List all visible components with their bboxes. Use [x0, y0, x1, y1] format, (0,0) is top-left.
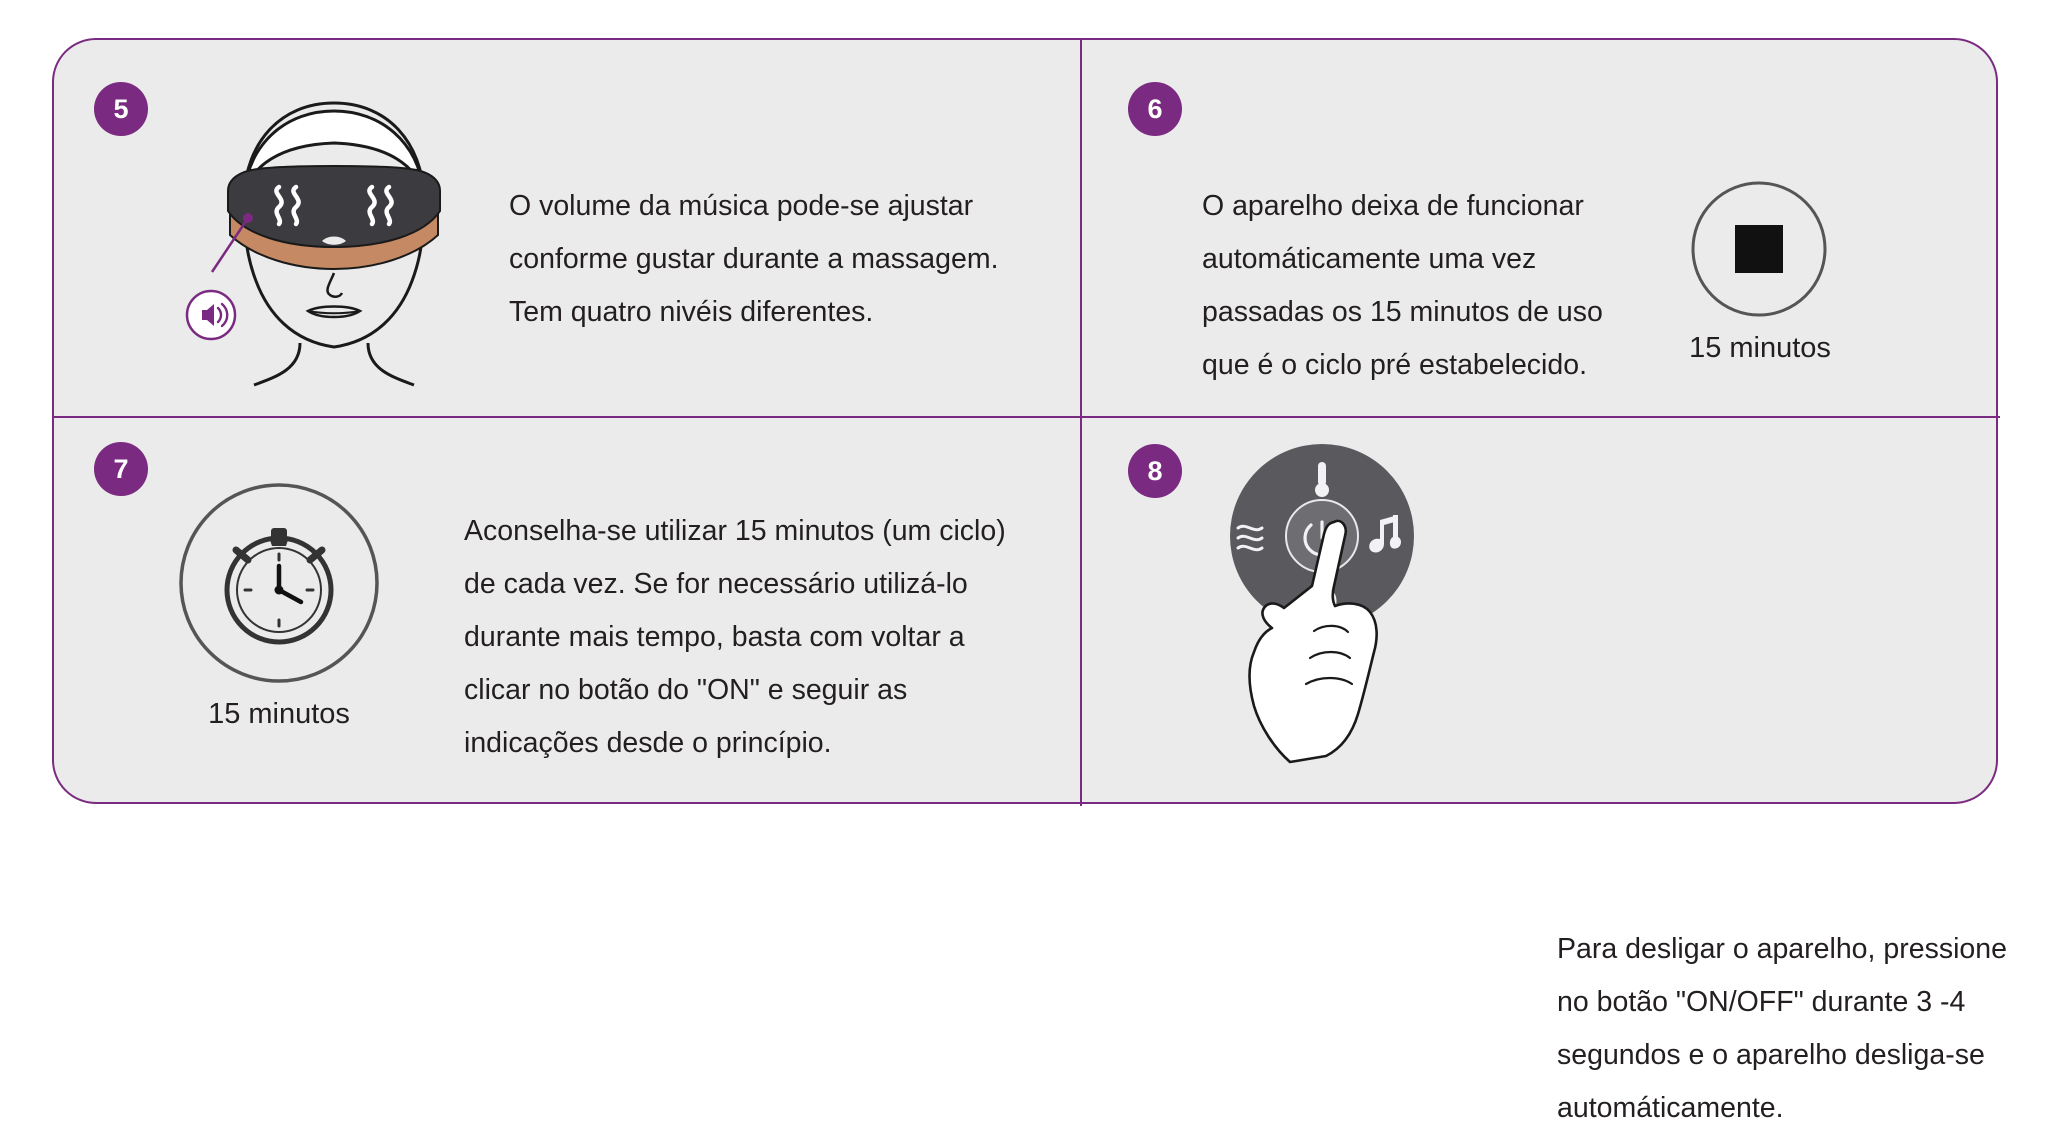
step-8-text: Para desligar o aparelho, pressione no botão "ON/OFF" durante 3 -4 segundos e o aparelho desliga-se automáticamente.: [1557, 933, 2007, 1124]
step-6-cell: [1082, 40, 2000, 416]
stopwatch-in-circle: [174, 478, 384, 688]
speaker-volume-icon: [184, 288, 238, 342]
step-6-badge: 6: [1128, 82, 1182, 136]
hand-pressing-power-button-on-control-pad: [1194, 426, 1494, 766]
step-7-caption: 15 minutos: [208, 698, 350, 730]
step-7-badge: 7: [94, 442, 148, 496]
step-7-text: Aconselha-se utilizar 15 minutos (um ciclo) de cada vez. Se for necessário utilizá-lo durante mais tempo, basta com voltar a clicar no botão do "ON" e seguir as indicações desde o princípio.: [464, 515, 1006, 759]
instructions-panel: [52, 38, 2007, 1124]
step-8-cell: [1082, 418, 2007, 1124]
step-6-text: O aparelho deixa de funcionar automáticamente uma vez passadas os 15 minutos de uso que é o ciclo pré estabelecido.: [1202, 190, 1603, 381]
step-5-cell: [54, 40, 1080, 416]
step-7-cell: [54, 418, 1080, 806]
step-6-caption: 15 minutos: [1689, 332, 1831, 364]
step-5-badge: 5: [94, 82, 148, 136]
stop-square-in-circle: [1690, 180, 1828, 318]
step-5-text: O volume da música pode-se ajustar conforme gustar durante a massagem. Tem quatro nivéis diferentes.: [509, 190, 999, 328]
step-8-badge: 8: [1128, 444, 1182, 498]
